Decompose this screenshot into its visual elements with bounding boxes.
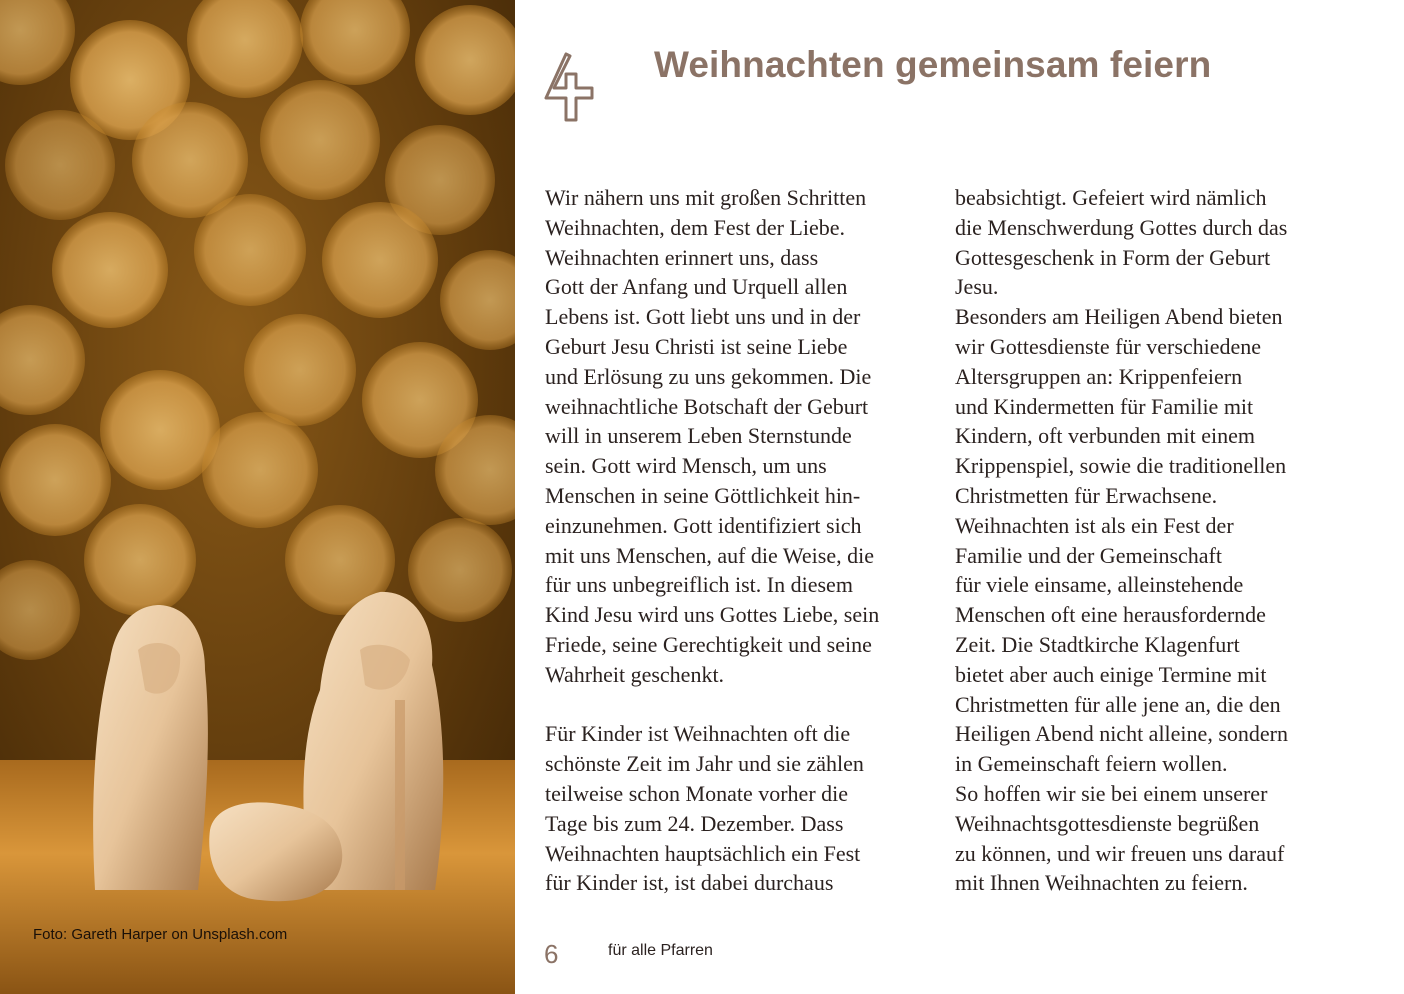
paragraph-children: Für Kinder ist Weihnachten oft die schönste Zeit im Jahr und sie zählen teilweise schon Monate vorher die Tage bis zum 24. Dezember. Dass Weihnachten hauptsächlich ein Fest für Kinder ist, ist dabei durchaus <box>545 721 864 896</box>
photo-credit: Foto: Gareth Harper on Unsplash.com <box>33 926 288 943</box>
outlined-cross-symbol-icon <box>542 52 598 124</box>
text-column-left <box>545 183 940 898</box>
footer-label: für alle Pfarren <box>608 942 713 959</box>
paragraph-services: Besonders am Heiligen Abend bieten wir Gottesdienste für verschiedene Altersgruppen an: Krippenfeiern und Kindermetten für Familie mit Kindern, oft verbunden mit einem Krippenspiel, sowie die traditionellen Christmetten für Erwachsene. <box>955 304 1287 508</box>
page-title: Weihnachten gemeinsam feiern <box>654 44 1212 85</box>
nativity-photo <box>0 0 515 994</box>
paragraph-incarnation: beabsichtigt. Gefeiert wird nämlich die Menschwerdung Gottes durch das Gottesgeschenk in Form der Geburt Jesu. <box>955 185 1288 300</box>
nativity-photo-illustration <box>0 0 515 994</box>
paragraph-community: Weihnachten ist als ein Fest der Familie und der Gemeinschaft für viele einsame, alleinstehende Menschen oft eine herausfordernde Zeit. Die Stadtkirche Klagenfurt bietet aber auch einige Termine mit Christmetten für alle jene an, die den Heiligen Abend nicht alleine, sondern in Gemeinschaft feiern wollen. <box>955 512 1288 777</box>
paragraph-intro: Wir nähern uns mit großen Schritten Weihnachten, dem Fest der Liebe. Weihnachten erinnert uns, dass Gott der Anfang und Urquell allen Lebens ist. Gott liebt uns und in der Geburt Jesu Christi ist seine Liebe und Erlösung zu uns gekommen. Die weihnachtliche Botschaft der Geburt will in unserem Leben Sternstunde sein. Gott wird Mensch, um uns Menschen in seine Göttlichkeit hin- einzunehmen. Gott identifiziert sich mit uns Menschen, auf die Weise, die für uns unbegreiflich ist. In diesem Kind Jesu wird uns Gottes Liebe, sein Friede, seine Gerechtigkeit und seine Wahrheit geschenkt. <box>545 185 880 687</box>
paragraph-invitation: So hoffen wir sie bei einem unserer Weihnachtsgottesdienste begrüßen zu können, und wir freuen uns darauf mit Ihnen Weihnachten zu feiern. <box>955 780 1285 896</box>
page-number: 6 <box>544 939 559 969</box>
text-column-right <box>955 183 1350 898</box>
